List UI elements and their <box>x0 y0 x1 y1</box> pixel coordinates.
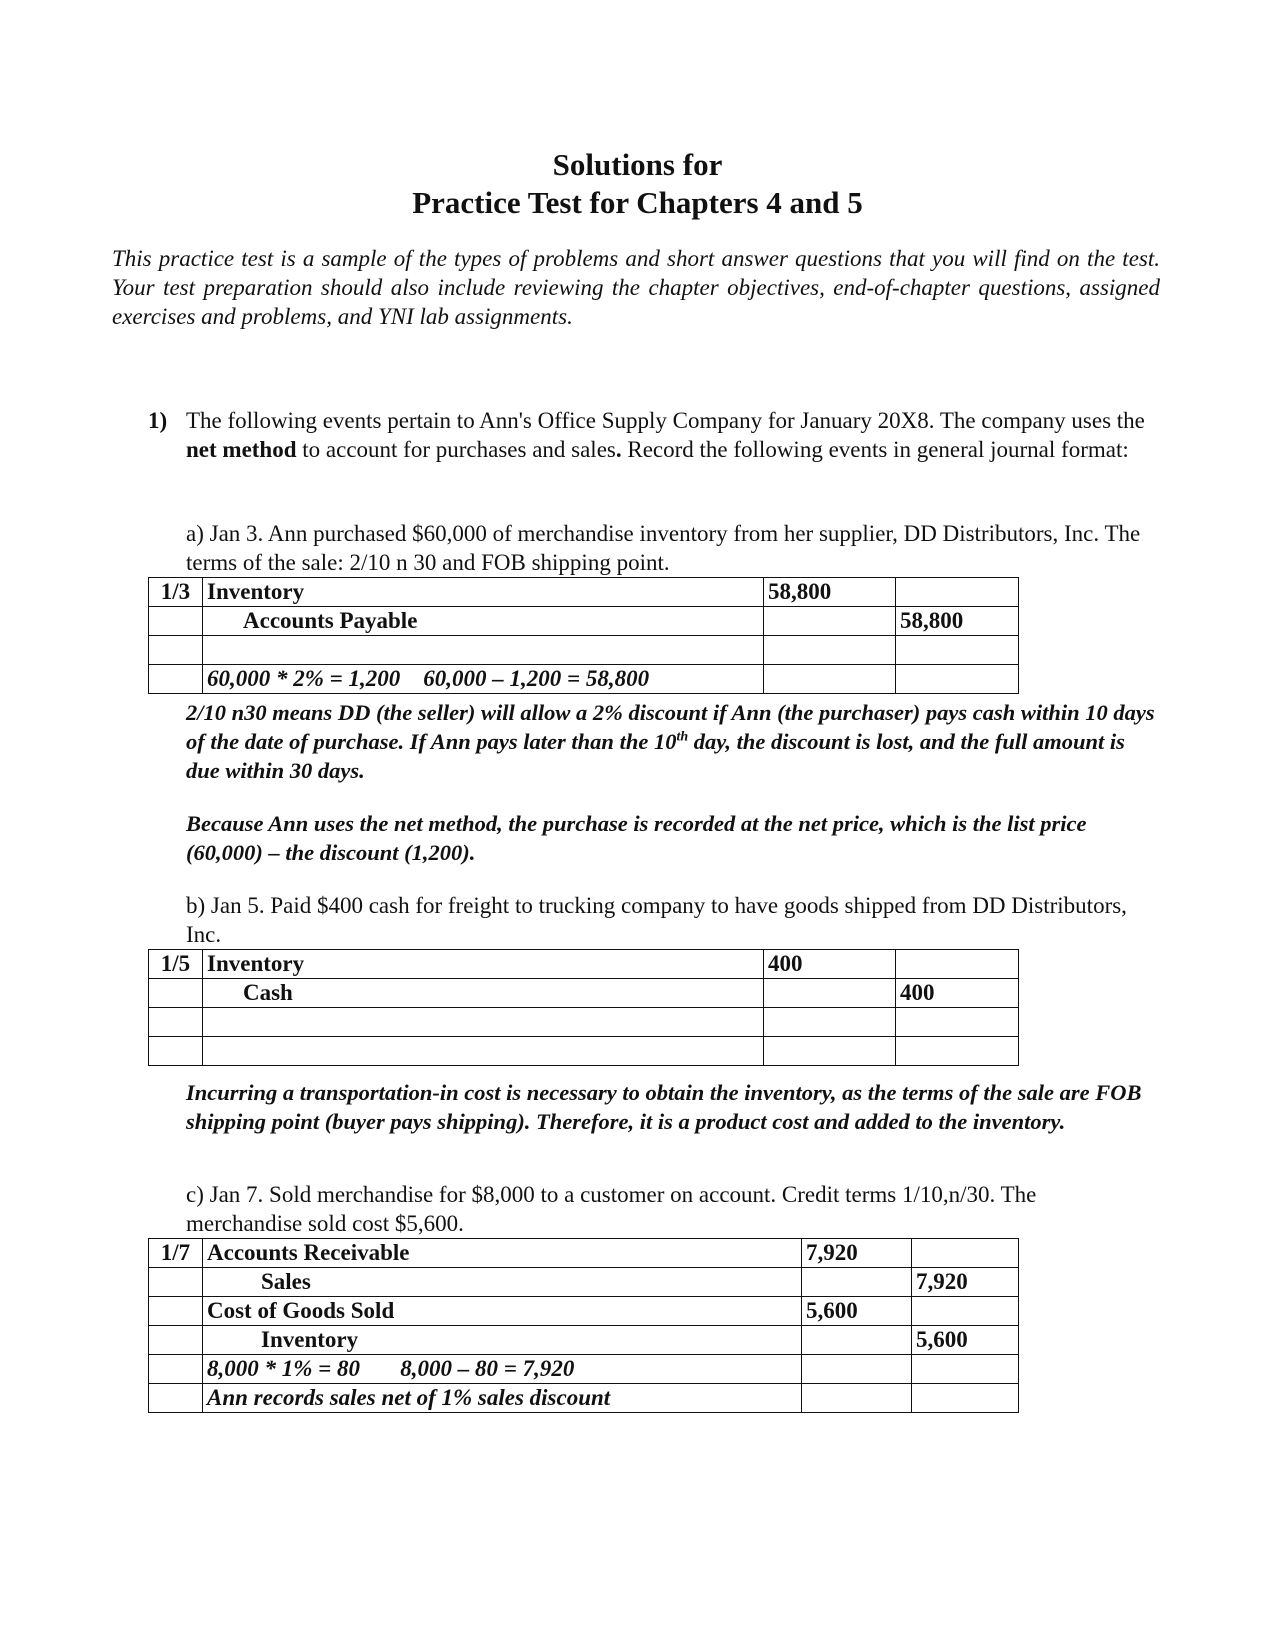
part-a-note-net-method: Because Ann uses the net method, the purchase is recorded at the net price, which is the list price (60,000) – the discount (1,200). <box>186 811 1087 865</box>
credit-cell: 5,600 <box>912 1326 1019 1355</box>
credit-cell <box>912 1384 1019 1413</box>
question-text-dot: . <box>615 437 622 462</box>
journal-table-b <box>148 949 1019 1066</box>
credit-cell <box>912 1297 1019 1326</box>
debit-cell <box>802 1384 912 1413</box>
journal-table-a <box>148 577 1019 694</box>
date-cell <box>149 1268 203 1297</box>
debit-cell <box>764 636 896 665</box>
calculation-cell: Ann records sales net of 1% sales discount <box>203 1384 802 1413</box>
credit-cell <box>896 950 1019 979</box>
question-text-bold: net method <box>186 437 297 462</box>
credit-cell: 7,920 <box>912 1268 1019 1297</box>
table-row <box>149 607 1019 636</box>
debit-cell: 400 <box>764 950 896 979</box>
question-number: 1) <box>148 408 168 433</box>
date-cell: 1/3 <box>149 578 203 607</box>
date-cell: 1/5 <box>149 950 203 979</box>
table-row <box>149 1239 1019 1268</box>
account-cell: Cost of Goods Sold <box>203 1297 802 1326</box>
debit-cell <box>802 1268 912 1297</box>
calculation-cell: 60,000 * 2% = 1,200 60,000 – 1,200 = 58,800 <box>203 665 764 694</box>
account-cell: Inventory <box>203 1326 802 1355</box>
account-cell: Accounts Payable <box>203 607 764 636</box>
table-row <box>149 1037 1019 1066</box>
debit-cell <box>764 665 896 694</box>
date-cell <box>149 1008 203 1037</box>
date-cell <box>149 665 203 694</box>
date-cell <box>149 607 203 636</box>
date-cell <box>149 979 203 1008</box>
account-cell: Cash <box>203 979 764 1008</box>
part-a-note-terms <box>186 698 1162 785</box>
question-text-mid: to account for purchases and sales <box>296 437 616 462</box>
credit-cell <box>896 1008 1019 1037</box>
debit-cell: 7,920 <box>802 1239 912 1268</box>
debit-cell <box>802 1326 912 1355</box>
account-cell <box>203 1008 764 1037</box>
debit-cell <box>764 1008 896 1037</box>
table-row <box>149 1326 1019 1355</box>
part-a-note-terms-sup: th <box>676 729 689 745</box>
account-cell: Accounts Receivable <box>203 1239 802 1268</box>
date-cell <box>149 636 203 665</box>
date-cell <box>149 1355 203 1384</box>
credit-cell: 58,800 <box>896 607 1019 636</box>
page-title <box>0 146 1275 222</box>
title-line-2: Practice Test for Chapters 4 and 5 <box>412 185 863 220</box>
table-row <box>149 950 1019 979</box>
debit-cell <box>764 607 896 636</box>
debit-cell <box>764 1037 896 1066</box>
date-cell <box>149 1297 203 1326</box>
table-row <box>149 1008 1019 1037</box>
credit-cell <box>912 1239 1019 1268</box>
table-row <box>149 979 1019 1008</box>
debit-cell <box>764 979 896 1008</box>
calculation-cell: 8,000 * 1% = 80 8,000 – 80 = 7,920 <box>203 1355 802 1384</box>
date-cell <box>149 1326 203 1355</box>
account-cell: Inventory <box>203 950 764 979</box>
credit-cell <box>912 1355 1019 1384</box>
table-row <box>149 578 1019 607</box>
date-cell <box>149 1037 203 1066</box>
part-a-prompt: a) Jan 3. Ann purchased $60,000 of merchandise inventory from her supplier, DD Distributors, Inc. The terms of the sale: 2/10 n 30 and FOB shipping point. <box>186 521 1141 575</box>
part-b-note: Incurring a transportation-in cost is necessary to obtain the inventory, as the terms of the sale are FOB shipping point (buyer pays shipping). Therefore, it is a product cost and added to the inventory. <box>186 1080 1142 1134</box>
account-cell: Sales <box>203 1268 802 1297</box>
part-a-note-terms-after: day, the discount is lost, and the full amount is due within 30 days. <box>186 729 1125 783</box>
part-a-note-terms-before: 2/10 n30 means DD (the seller) will allow a 2% discount if Ann (the purchaser) pays cash within 10 days of the date of purchase. If Ann pays later than the 10 <box>186 700 1155 754</box>
debit-cell: 58,800 <box>764 578 896 607</box>
intro-paragraph: This practice test is a sample of the types of problems and short answer questions that you will find on the test. Your test preparation should also include reviewing the chapter objectives, end-of-chapter questions, assigned exercises and problems, and YNI lab assignments. <box>112 246 1160 329</box>
account-cell <box>203 636 764 665</box>
question-text <box>186 406 1146 464</box>
credit-cell <box>896 578 1019 607</box>
question-text-before: The following events pertain to Ann's Office Supply Company for January 20X8. The company uses the <box>186 408 1145 433</box>
table-row <box>149 1355 1019 1384</box>
part-b-prompt: b) Jan 5. Paid $400 cash for freight to trucking company to have goods shipped from DD Distributors, Inc. <box>186 893 1127 947</box>
journal-table-c <box>148 1238 1019 1413</box>
part-c-prompt: c) Jan 7. Sold merchandise for $8,000 to a customer on account. Credit terms 1/10,n/30. The merchandise sold cost $5,600. <box>186 1182 1037 1236</box>
credit-cell <box>896 1037 1019 1066</box>
title-line-1: Solutions for <box>552 147 723 182</box>
credit-cell: 400 <box>896 979 1019 1008</box>
table-row <box>149 665 1019 694</box>
date-cell: 1/7 <box>149 1239 203 1268</box>
table-row <box>149 1268 1019 1297</box>
table-row <box>149 1297 1019 1326</box>
date-cell <box>149 1384 203 1413</box>
account-cell: Inventory <box>203 578 764 607</box>
table-row <box>149 1384 1019 1413</box>
credit-cell <box>896 665 1019 694</box>
table-row <box>149 636 1019 665</box>
debit-cell <box>802 1355 912 1384</box>
credit-cell <box>896 636 1019 665</box>
account-cell <box>203 1037 764 1066</box>
question-text-after: Record the following events in general journal format: <box>621 437 1129 462</box>
debit-cell: 5,600 <box>802 1297 912 1326</box>
